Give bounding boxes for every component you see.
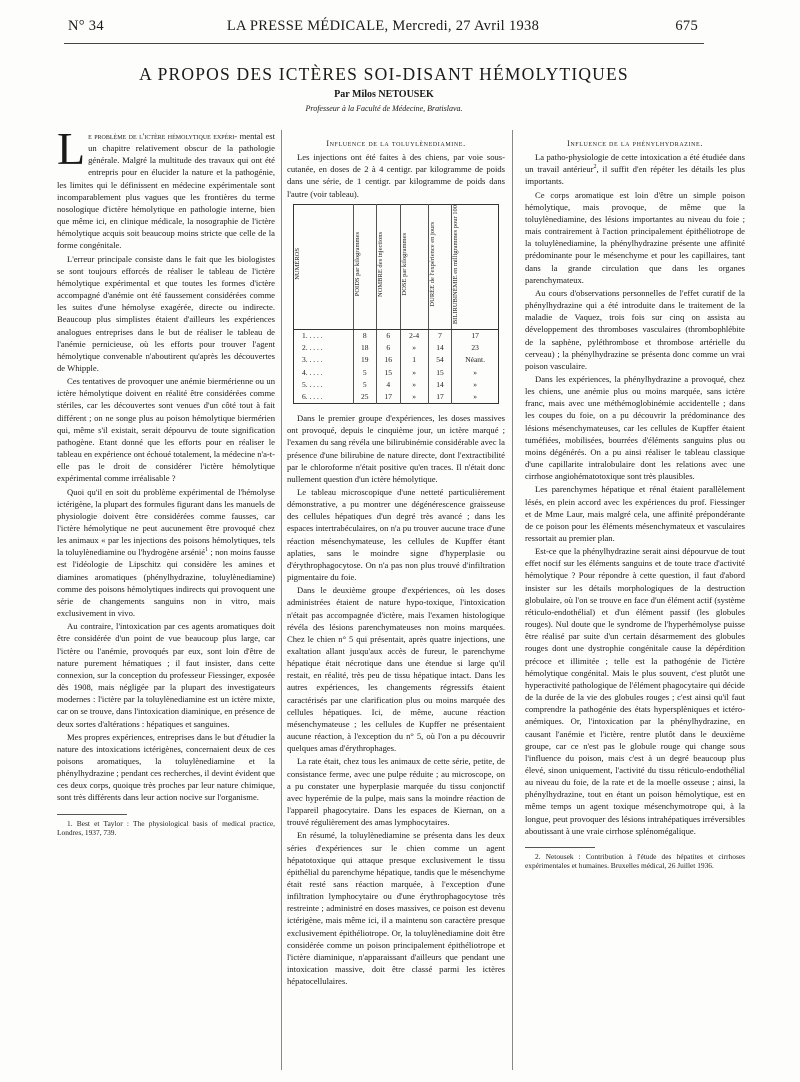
lead-in-smallcaps: e problème de l'ictère hémolytique expéri- <box>88 131 238 141</box>
paragraph: Est-ce que la phénylhydrazine serait ainsi dépourvue de tout effet nocif sur les éléments sanguins et de toute trace d'activité hémolytique ? Pour répondre à cette question, il faut d'abord insister sur les détails morphologiques de la destruction globulaire, où l'on se trouve en face d'un élément actif (système réticulo-endothélial) et d'un élément passif (les globules rouges). Nul doute que le syndrome de l'hyperhémolyse puisse être réalisé par suite d'un certain désarmement des globules rouges dont une dystrophie congénitale cause la dépérdition précoce et illimitée ; telle est la pathogénie de l'ictère hémolytique congénital. Mais le plus souvent, c'est plutôt une hyperactivité pathologique de l'élément phagocytaire qui décide de la durée de la vie des globules rouges ; c'est ainsi qu'il faut comprendre la pathogénie des états hypersplèniques et ictéro-anémiques. Or, l'intoxication par la phénylhydrazine, en causant l'anémie et l'ictère, rentre plutôt dans le deuxième groupe, car ce n'est pas le globule rouge qui change sous l'influence du poison, mais c'est à un degré beaucoup plus élevé, sinon uniquement, l'activité du tissu réticulo-endothélial au niveau du foie, de la rate et de la moelle osseuse ; ainsi, la phénylhydrazine, tout en étant un poison hémolytique, est en même temps un agent toxique mésenchymotrope qui, à la longue, peut provoquer des lésions intrahépatiques irréversibles aboutissant à une vraie cirrhose splénomégalique. <box>525 546 745 836</box>
column-header: POIDS par kilogrammes <box>353 204 377 329</box>
footnote-ref: 2 <box>593 164 597 171</box>
column-divider-right <box>512 130 513 1070</box>
paragraph-text: , il suffit d'en répéter les détails les plus importants. <box>525 164 745 187</box>
column-header: DOSE par kilogrammes <box>400 204 428 329</box>
paragraph: Au contraire, l'intoxication par ces agents aromatiques doit être considérée d'un point de vue beaucoup plus large, car l'ictère ou l'anémie, provoqués par eux, sont loin d'être de nature purement hématiques ; il faut insister, dans cette connexion, sur la conception du professeur Fiessinger, exposée dès 1908, mais négligée par la plupart des investigateurs modernes : l'ictère par la toluylènediamine est un ictère mixte, car on se trouve, dans l'intoxication diaminique, en présence de deux sortes d'altérations : hépatiques et sanguines. <box>57 621 275 729</box>
footnote: 1. Best et Taylor : The physiological basis of medical practice, Londres, 1937, 739. <box>57 818 275 838</box>
paragraph-text: ; non moins fausse est l'idéologie de Lipschitz qui considère les amines et diamines aromatiques (phénylhydrazine, toluylènediamine) comme des poisons hémolytiques indirects qui provoquent une série de changements sanguins non in vitro, mais exclusivement in vivo. <box>57 547 275 619</box>
paragraph: Les injections ont été faites à des chiens, par voie sous-cutanée, en doses de 2 à 4 centigr. par kilogramme de poids dans une série, de 1 centigr. par kilogramme de poids dans l'autre (voir tableau). <box>287 152 505 199</box>
section-heading: Influence de la toluylènediamine. <box>326 139 466 148</box>
table-row: 5. . . . . 5 4 » 14 » <box>294 379 499 391</box>
article-title: A PROPOS DES ICTÈRES SOI-DISANT HÉMOLYTIQUES <box>139 64 629 84</box>
paragraph: Dans le deuxième groupe d'expériences, où les doses administrées étaient de nature hypo-toxique, l'intoxication n'était pas accompagnée d'ictère, mais l'examen histologique révéla des lésions parenchymateuses non moins marquées. Chez le chien n° 5 qui présentait, après quatre injections, une exaltation allant jusqu'aux accès de fureur, le parenchyme hépatique était nécrotique dans une étendue si large qu'il restait, en réalité, très peu de tissu hépatique intact. Dans les autres expériences, les changements régressifs étaient caractérisés par une clarification plus ou moins marquée des cellules hépatiques. Ici, de même, aucune réaction mésenchymateuse ; les cellules de Kupffer ne présentaient aucune réaction, à l'exception du n° 5, où l'on a pu découvrir quelques amas d'érythrophages. <box>287 585 505 754</box>
paragraph: Ce corps aromatique est loin d'être un simple poison hémolytique, mais provoque, de même que la toluylènediamine, des lésions importantes au niveau du foie ; mais contrairement à l'action principalement épithéliotrope de la toluylènediamine, la phénylhydrazine présente une affinité prédominante pour le mésenchyme et pour les capillaires, tant dans la grande circulation que dans les organes parenchymateux. <box>525 189 745 285</box>
paragraph: En résumé, la toluylènediamine se présenta dans les deux séries d'expériences sur le chien comme un agent hépatotoxique qui attaque presque exclusivement le tissu épithélial du parenchyme hépatique, tandis que le mésenchyme était resté sans réaction marquée, à l'exception d'une infiltration lymphocytaire ou d'une érythrophagocytose très restreinte ; administré en doses massives, ce poison est devenu ictérigène, mais même ici, il a maintenu son caractère presque exclusivement épithéliotrope. Or, la toluylènediamine doit être considérée comme un poison principalement épithéliotrope et l'ictère diaminique, n'apparaissant d'ailleurs que pendant une intoxication massive, doit être classé parmi les ictères hépatocellulaires. <box>287 830 505 987</box>
paragraph: La rate était, chez tous les animaux de cette série, petite, de consistance ferme, avec une pulpe réduite ; au microscope, on a pu constater une hyperplasie marquée du tissu conjonctif avec hyperémie de la pulpe, mais sans la moindre réaction de l'appareil phagocytaire. Dans les espaces de Kiernan, on a trouvé régulièrement des amas lymphocytaires. <box>287 756 505 828</box>
column-header: NOMBRE des injections <box>377 204 401 329</box>
paragraph-text: Quoi qu'il en soit du problème expérimental de l'hémolyse ictérigène, la plupart des formules figurant dans les manuels de physiologie doivent être considérées comme fausses, car l'ictère hémolytique ne peut aucunement être provoqué chez les animaux « par les injections des poisons hémolytiques, tels la toluylènediamine ou l'hydrogène arsénié <box>57 486 275 558</box>
paragraph <box>525 151 745 187</box>
header-rule <box>64 43 704 44</box>
table-row: 6. . . . . 25 17 » 17 » <box>294 391 499 404</box>
running-header <box>68 18 698 38</box>
issue-number: N° 34 <box>68 18 104 34</box>
paragraph <box>57 130 275 252</box>
column-header: DURÉE de l'expérience en jours <box>428 204 452 329</box>
footnote-ref: 1 <box>205 547 209 554</box>
footnote: 2. Netousek : Contribution à l'étude des hépatites et cirrhoses expérimentales et humaines. Bruxelles médical, 26 Juillet 1936. <box>525 851 745 871</box>
paragraph: L'erreur principale consiste dans le fait que les biologistes se sont toujours efforcés de réaliser le tableau de l'ictère hémolytique expérimental et que toutes les formes d'ictère accompagné d'anémie ont été faussement considérées comme les suites d'une hémolyse exagérée, directe ou indirecte. Beaucoup plus simplistes étaient d'ailleurs les expériences analogues entreprises dans le but de réaliser le tableau de l'anémie pernicieuse, où les efforts pour trouver l'agent hémolytique convenable n'aboutirent qu'après les découvertes de Whipple. <box>57 253 275 373</box>
paragraph: Dans le premier groupe d'expériences, les doses massives ont provoqué, depuis le cinquième jour, un ictère marqué ; l'examen du sang révéla une bilirubinémie considérable avec la présence d'une bilirubine de nature directe, dont l'extractibilité par le chloroforme n'était positive qu'en traces. Il n'était donc nullement question d'un ictère hémolytique. <box>287 413 505 484</box>
column-2 <box>287 130 505 1065</box>
author-affiliation: Professeur à la Faculté de Médecine, Bratislava. <box>305 104 463 113</box>
paragraph <box>57 486 275 620</box>
paragraph: Au cours d'observations personnelles de l'effet curatif de la phénylhydrazine qui a été introduite dans le traitement de la maladie de Vaquez, trois fois sur cinq on assista au développement des thromboses vasculaires (thrombophlébite de la saphène, pyléthrombose et thrombose artérielle du cerveau) ; la phénylhydrazine se présenta donc comme un vrai poison vasculaire. <box>525 287 745 371</box>
table-header-row <box>294 204 499 329</box>
paragraph: Mes propres expériences, entreprises dans le but d'étudier la nature des intoxications ictérigènes, concernaient deux de ces poisons aromatiques, la toluylènediamine et la phénylhydrazine ; pendant ces recherches, il devint évident que ces deux corps, quoique très proches par leur nature chimique, sont très différents dans leur action nocive sur l'organisme. <box>57 731 275 803</box>
table-row: 4. . . . . 5 15 » 15 » <box>294 367 499 379</box>
journal-title: LA PRESSE MÉDICALE, Mercredi, 27 Avril 1938 <box>226 18 540 34</box>
column-header: BILIRUBINÉMIE en milligrammes pour 100 <box>452 204 499 329</box>
column-divider-left <box>281 130 282 1070</box>
experiment-table <box>293 204 499 404</box>
author-byline: Par Milos NETOUSEK <box>334 89 434 100</box>
paragraph: Le tableau microscopique d'une netteté particulièrement démonstrative, a pu montrer une dégénérescence graisseuse des cellules hépatiques d'un degré très avancé ; dans les espaces intertrabéculaires, on n'a pu trouver aucune trace d'une réaction mésenchymateuse, les cellules de Kupffer étant aplaties, sans le moindre signe d'hyperplasie ou d'érythrophagocytose. On n'a pas non plus trouvé d'infiltration pigmentaire du foie. <box>287 486 505 583</box>
table-row: 3. . . . . 19 16 1 54 Néant. <box>294 354 499 366</box>
column-header: NUMÉROS <box>294 204 354 329</box>
page-number: 675 <box>675 18 698 34</box>
table-row: 1. . . . . 8 6 2-4 7 17 <box>294 330 499 343</box>
footnote-rule <box>525 847 595 848</box>
paragraph: Dans les expériences, la phénylhydrazine a provoqué, chez les chiens, une anémie plus ou moins marquée, sans ictère franc, mais avec une méthémoglobinémie accidentelle ; dans les coupes du foie, on a pu découvrir la prédominance des lésions mésenchymateuses, car les cellules de Kupffer étaient tuméfiées, mobilisées, bourrées d'éléments sanguins plus ou moins dégénérés. On a pu ainsi réaliser le tableau classique d'une capillarite intralobulaire dont les relations avec une cirrhose angiohématotoxique sont très plausibles. <box>525 373 745 482</box>
column-3 <box>525 130 745 1065</box>
paragraph-text: La patho-physiologie de cette intoxication a été étudiée dans un travail antérieur <box>525 152 745 175</box>
paragraph: Les parenchymes hépatique et rénal étaient parallèlement lésés, en plein accord avec les expériences du prof. Fiessinger et de Mme Laur, mais malgré cela, une affinité prépondérante de ce poison pour les éléments mésenchymateux et vasculaires ressortait au premier plan. <box>525 484 745 543</box>
drop-cap: L <box>57 130 86 174</box>
footnote-rule <box>57 814 127 815</box>
column-1 <box>57 130 275 1065</box>
section-heading: Influence de la phénylhydrazine. <box>567 139 703 148</box>
paragraph-text: mental est un chapitre relativement obscur de la pathologie générale. Malgré la multitude des travaux qui ont été entrepris pour en élucider la nature et la pathogénie, les limites qui le définissent en médecine expérimentale sont incomparablement plus vagues que les frontières du terme nosologique d'ictère hémolytique en pathologie interne, bien que même ici, en clinique médicale, la nosographie de l'ictère hémolytique acquis soit beaucoup moins stricte que celle de la forme congénitale. <box>57 131 275 251</box>
table-row: 2. . . . . 18 6 » 14 23 <box>294 342 499 354</box>
paragraph: Ces tentatives de provoquer une anémie biermérienne ou un ictère hémolytique doivent en réalité être considérées comme stériles, car les découvertes sont venues d'un côté tout à fait différent ; on ne songe plus au poison hémolytique biermérien qui, même s'il existait, serait dépourvu de toute signification pathogène. Etant donné que les efforts pour en réaliser le tableau en expérience ont échoué totalement, la médecine n'a-t-elle pas le droit de considérer l'ictère hémolytique expérimental comme irréalisable ? <box>57 376 275 484</box>
